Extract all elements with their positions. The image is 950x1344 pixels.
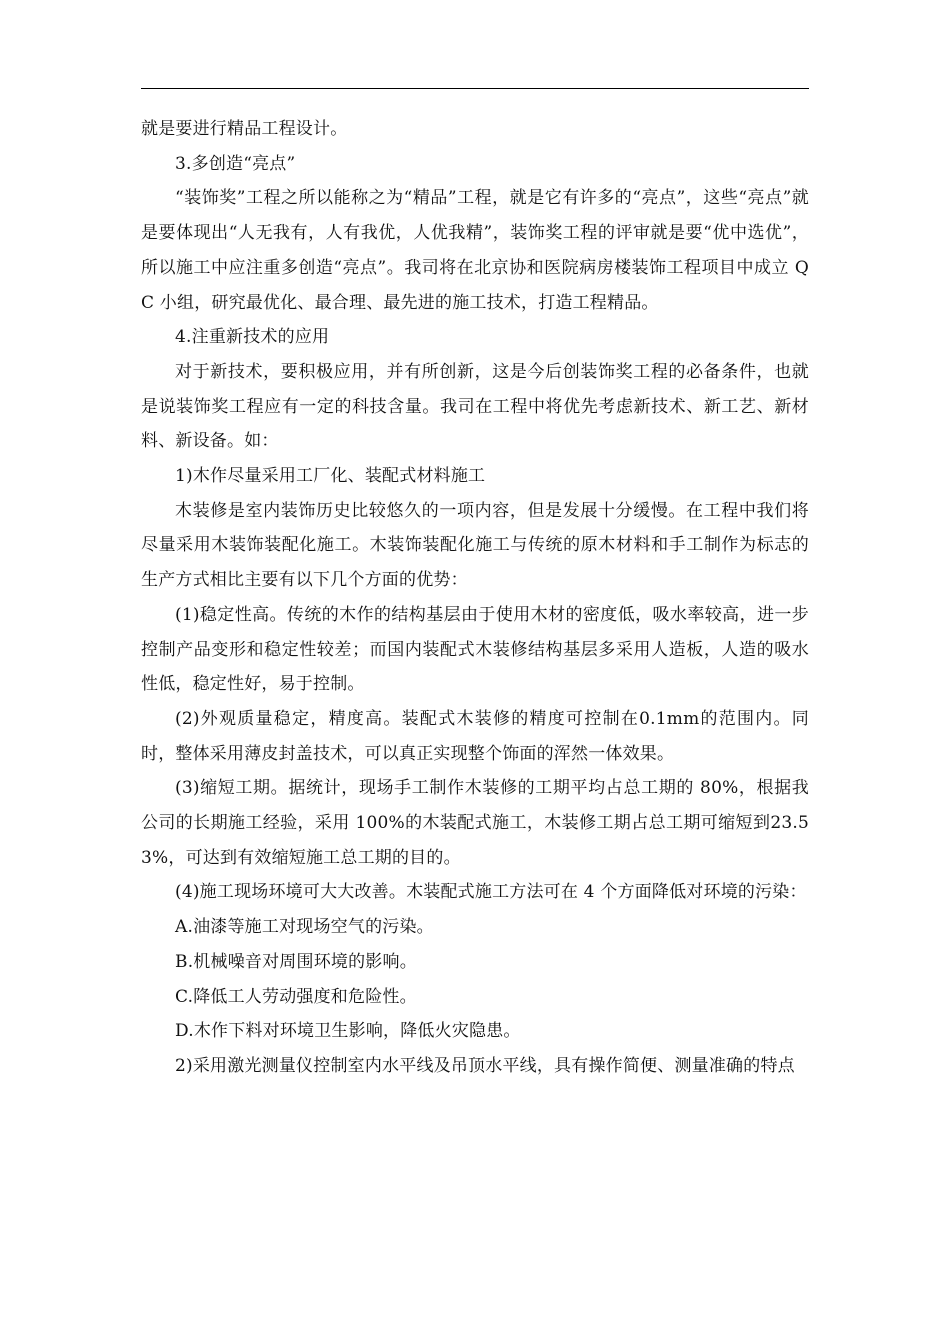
paragraph-1: 就是要进行精品工程设计。: [141, 119, 348, 139]
list-item-a: A.油漆等施工对现场空气的污染。: [175, 917, 434, 938]
list-item-b: B.机械噪音对周围环境的影响。: [175, 951, 417, 972]
paragraph-highlights: “装饰奖”工程之所以能称之为“精品”工程，就是它有许多的“亮点”，这些“亮点”就是要体现出“人无我有，人有我优，人优我精”，装饰奖工程的评审就是要“优中选优”，所以施工中应注重多创造“亮点”。我司将在北京协和医院病房楼装饰工程项目中成立 QC 小组，研究最优化、最合理、最先进的施工技术，打造工程精品。: [141, 188, 809, 313]
document-body: [141, 112, 809, 1084]
heading-4-new-technology: 4.注重新技术的应用: [175, 327, 330, 348]
heading-3-highlights: 3.多创造“亮点”: [175, 153, 296, 174]
list-item-c: C.降低工人劳动强度和危险性。: [175, 986, 417, 1007]
list-item-stability: (1)稳定性高。传统的木作的结构基层由于使用木材的密度低，吸水率较高，进一步控制产品变形和稳定性较差；而国内装配式木装修结构基层多采用人造板，人造的吸水性低，稳定性好，易于控制。: [141, 604, 809, 695]
list-item-d: D.木作下料对环境卫生影响，降低火灾隐患。: [175, 1021, 521, 1042]
subheading-1-wood-prefab: 1)木作尽量采用工厂化、装配式材料施工: [175, 466, 486, 487]
subheading-2-laser-measure: 2)采用激光测量仪控制室内水平线及吊顶水平线，具有操作简便、测量准确的特点: [175, 1055, 795, 1076]
list-item-environment: (4)施工现场环境可大大改善。木装配式施工方法可在 4 个方面降低对环境的污染：: [175, 882, 807, 903]
paragraph-wood-prefab: 木装修是室内装饰历史比较悠久的一项内容，但是发展十分缓慢。在工程中我们将尽量采用木装饰装配化施工。木装饰装配化施工与传统的原木材料和手工制作为标志的生产方式相比主要有以下几个方面的优势：: [141, 500, 809, 591]
paragraph-new-technology: 对于新技术，要积极应用，并有所创新，这是今后创装饰奖工程的必备条件，也就是说装饰奖工程应有一定的科技含量。我司在工程中将优先考虑新技术、新工艺、新材料、新设备。如：: [141, 361, 809, 452]
list-item-schedule: (3)缩短工期。据统计，现场手工制作木装修的工期平均占总工期的 80%，根据我公司的长期施工经验，采用 100%的木装配式施工，木装修工期占总工期可缩短到23.53%，可达到有效缩短施工总工期的目的。: [141, 778, 809, 868]
list-item-quality: (2)外观质量稳定，精度高。装配式木装修的精度可控制在0.1mm的范围内。同时，整体采用薄皮封盖技术，可以真正实现整个饰面的浑然一体效果。: [141, 708, 809, 764]
header-rule: [141, 88, 809, 89]
